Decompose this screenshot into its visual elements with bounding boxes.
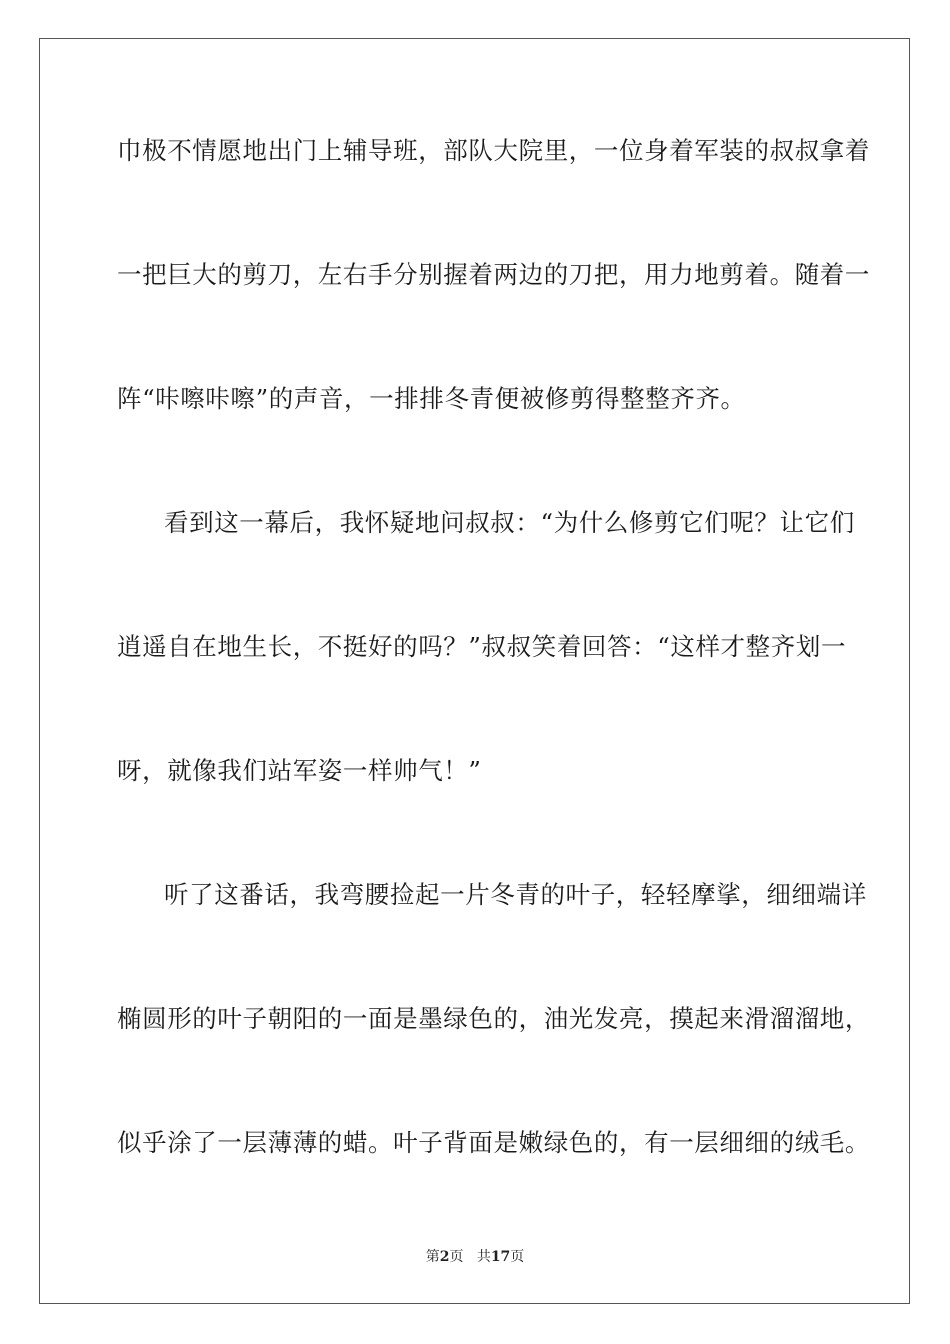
footer-page-number: 2 — [439, 1249, 450, 1265]
text-line-9: 似乎涂了一层薄薄的蜡。叶子背面是嫩绿色的，有一层细细的绒毛。 — [117, 1128, 870, 1157]
text-line-1: 巾极不情愿地出门上辅导班，部队大院里，一位身着军装的叔叔拿着 — [117, 136, 870, 165]
footer-total-suffix: 页 — [510, 1249, 525, 1265]
page-border — [39, 38, 910, 1304]
page-footer — [0, 1248, 950, 1266]
text-line-3: 阵“咔嚓咔嚓”的声音，一排排冬青便被修剪得整整齐齐。 — [117, 384, 746, 413]
footer-page-suffix: 页 — [449, 1249, 464, 1265]
footer-total-pages: 17 — [490, 1249, 511, 1265]
text-line-6: 呀，就像我们站军姿一样帅气！” — [117, 756, 482, 785]
text-line-8: 椭圆形的叶子朝阳的一面是墨绿色的，油光发亮，摸起来滑溜溜地， — [117, 1004, 870, 1033]
footer-total-prefix: 共 — [476, 1249, 491, 1265]
text-line-5: 逍遥自在地生长，不挺好的吗？”叔叔笑着回答：“这样才整齐划一 — [117, 632, 847, 661]
text-line-7: 听了这番话，我弯腰捡起一片冬青的叶子，轻轻摩挲，细细端详 — [164, 880, 867, 909]
text-line-4: 看到这一幕后，我怀疑地问叔叔：“为什么修剪它们呢？让它们 — [164, 508, 855, 537]
footer-page-prefix: 第 — [425, 1249, 440, 1265]
text-line-2: 一把巨大的剪刀，左右手分别握着两边的刀把，用力地剪着。随着一 — [117, 260, 870, 289]
